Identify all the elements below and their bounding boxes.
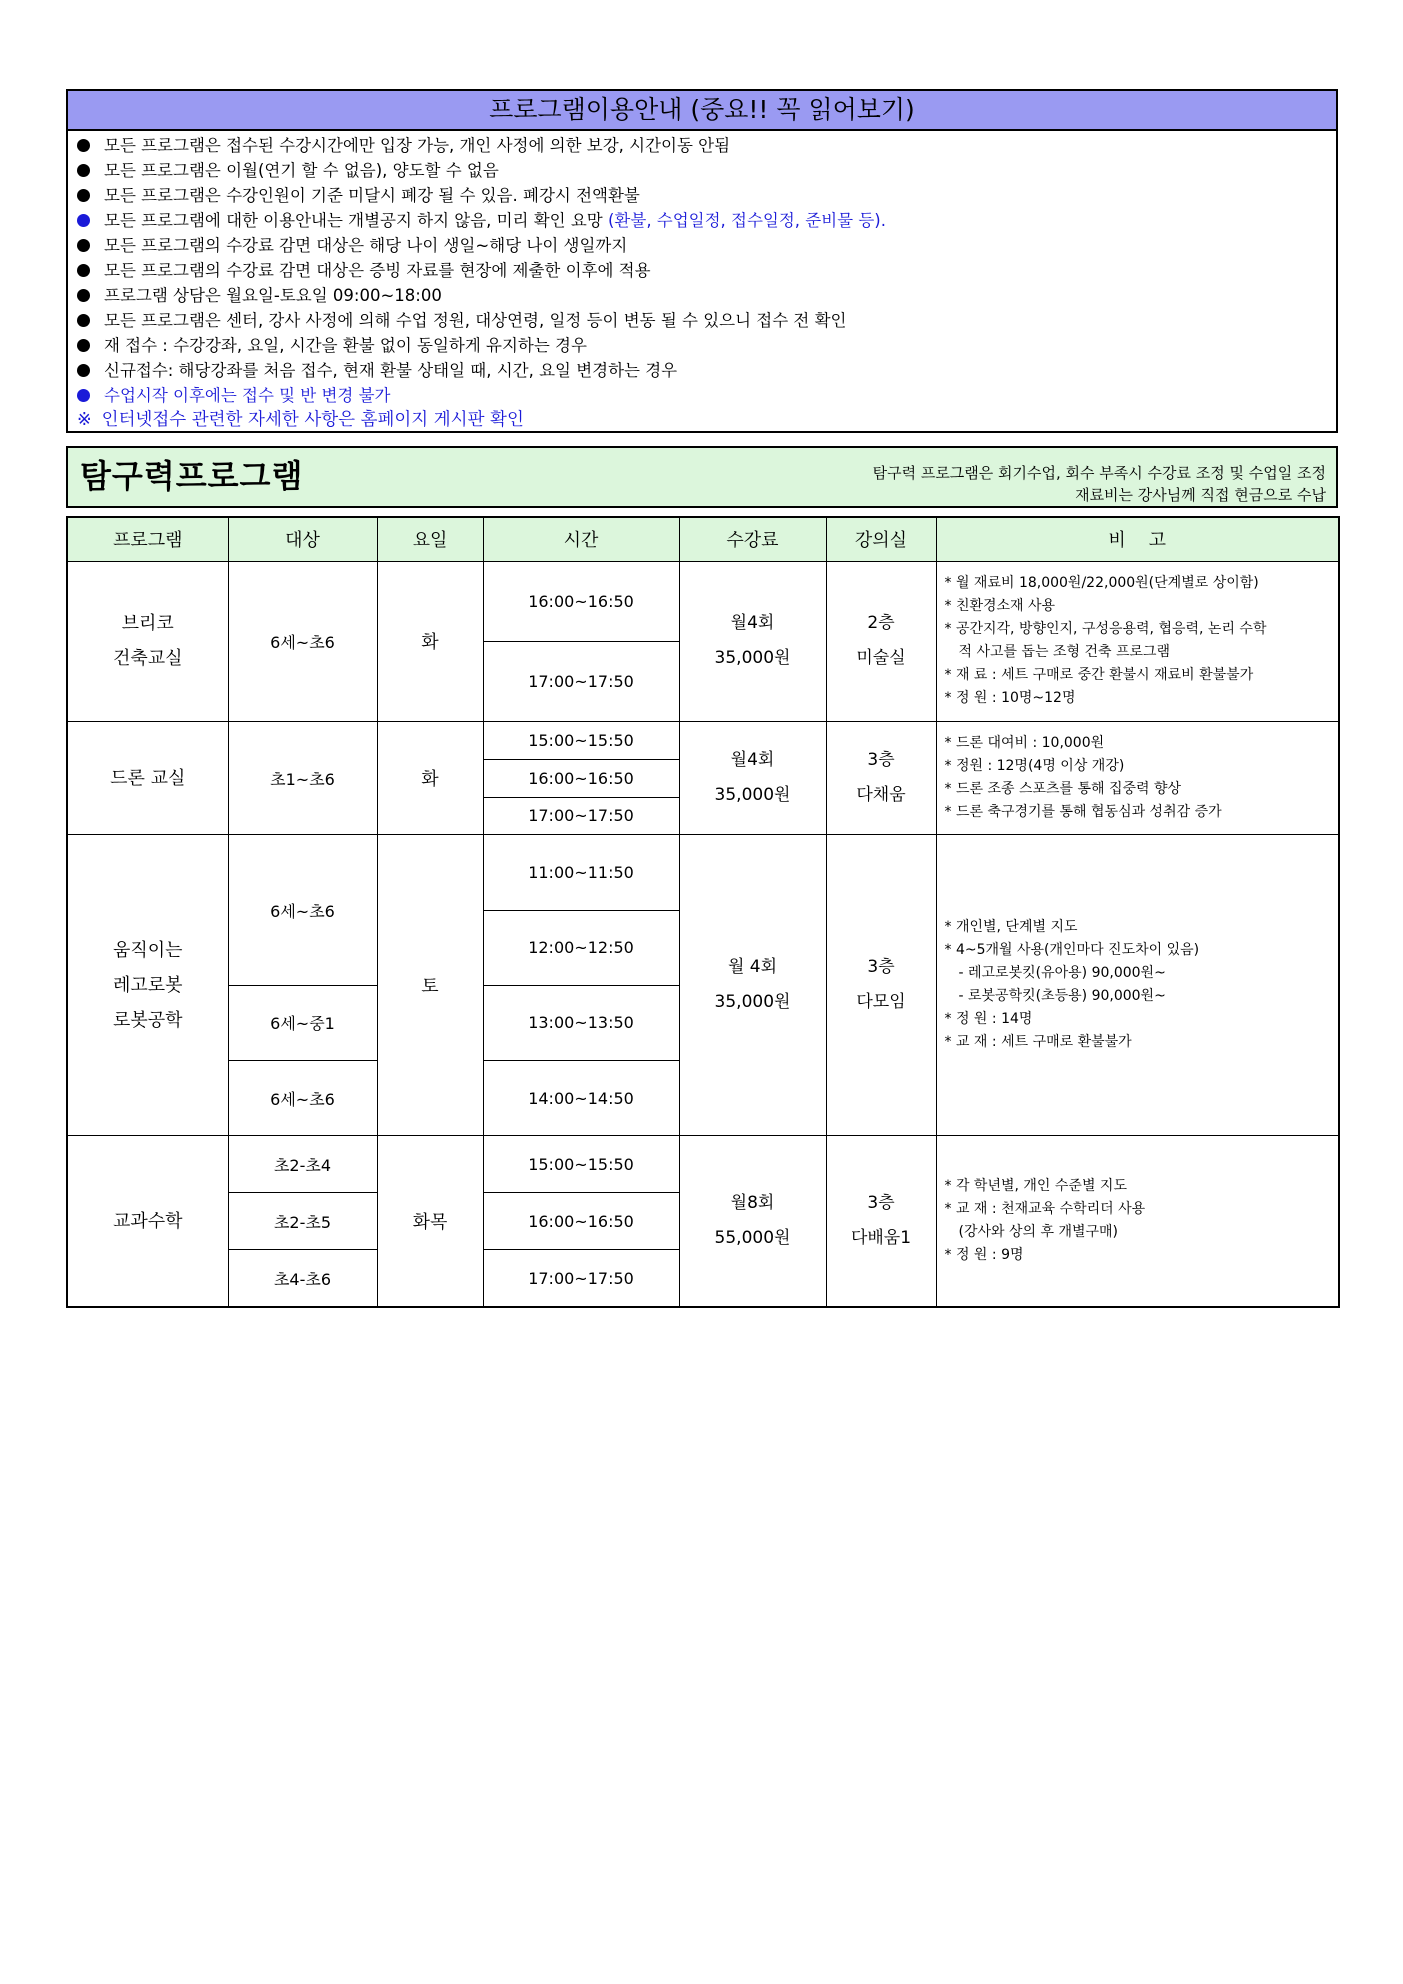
- day-cell: 화목: [377, 1136, 483, 1307]
- time-cell: 11:00~11:50: [483, 835, 679, 910]
- program-section-title: 탐구력프로그램: [80, 457, 304, 495]
- time-cell: 17:00~17:50: [483, 641, 679, 721]
- column-header: 비 고: [936, 517, 1339, 561]
- table-row: [67, 1136, 1339, 1193]
- bullet-icon: [77, 389, 90, 402]
- target-cell: 초2-초4: [228, 1136, 377, 1193]
- program-name-cell: 드론 교실: [67, 722, 228, 835]
- target-cell: 초4-초6: [228, 1250, 377, 1307]
- program-name-cell: 움직이는 레고로봇 로봇공학: [67, 835, 228, 1136]
- room-cell: 3층 다배움1: [826, 1136, 936, 1307]
- time-cell: 15:00~15:50: [483, 722, 679, 760]
- room-cell: 2층 미술실: [826, 561, 936, 722]
- notice-title: 프로그램이용안내 (중요!! 꼭 읽어보기): [68, 91, 1336, 131]
- day-cell: 화: [377, 561, 483, 722]
- time-cell: 16:00~16:50: [483, 759, 679, 797]
- program-header-note: 탐구력 프로그램은 회기수업, 회수 부족시 수강료 조정 및 수업일 조정: [872, 464, 1326, 482]
- notice-item: 모든 프로그램의 수강료 감면 대상은 증빙 자료를 현장에 제출한 이후에 적용: [68, 258, 1336, 283]
- column-header: 시간: [483, 517, 679, 561]
- bullet-icon: [77, 314, 90, 327]
- target-cell: 6세~중1: [228, 985, 377, 1060]
- target-cell: 초1~초6: [228, 722, 377, 835]
- column-header: 강의실: [826, 517, 936, 561]
- program-header-note: 재료비는 강사님께 직접 현금으로 수납: [1075, 486, 1326, 504]
- program-header: [66, 446, 1338, 508]
- notice-box: [66, 89, 1338, 433]
- remarks-cell: * 각 학년별, 개인 수준별 지도 * 교 재 : 천재교육 수학리더 사용 (강사와 상의 후 개별구매) * 정 원 : 9명: [936, 1136, 1339, 1307]
- fee-cell: 월4회 35,000원: [679, 722, 826, 835]
- notice-list: [68, 131, 1336, 433]
- time-cell: 17:00~17:50: [483, 1250, 679, 1307]
- time-cell: 16:00~16:50: [483, 1193, 679, 1250]
- column-header: 프로그램: [67, 517, 228, 561]
- table-row: [67, 561, 1339, 641]
- notice-item: 프로그램 상담은 월요일-토요일 09:00~18:00: [68, 283, 1336, 308]
- day-cell: 토: [377, 835, 483, 1136]
- notice-item: 모든 프로그램은 이월(연기 할 수 없음), 양도할 수 없음: [68, 158, 1336, 183]
- time-cell: 17:00~17:50: [483, 797, 679, 835]
- remarks-cell: * 개인별, 단계별 지도 * 4~5개월 사용(개인마다 진도차이 있음) - 레고로봇킷(유아용) 90,000원~ - 로봇공학킷(초등용) 90,000원~ * 정 원 : 14명 * 교 재 : 세트 구매로 환불불가: [936, 835, 1339, 1136]
- column-header: 대상: [228, 517, 377, 561]
- bullet-icon: [77, 264, 90, 277]
- notice-item: 재 접수 : 수강강좌, 요일, 시간을 환불 없이 동일하게 유지하는 경우: [68, 333, 1336, 358]
- time-cell: 16:00~16:50: [483, 561, 679, 641]
- fee-cell: 월8회 55,000원: [679, 1136, 826, 1307]
- column-header: 수강료: [679, 517, 826, 561]
- time-cell: 14:00~14:50: [483, 1061, 679, 1136]
- bullet-icon: [77, 139, 90, 152]
- notice-note: ※ 인터넷접수 관련한 자세한 사항은 홈페이지 게시판 확인: [77, 410, 524, 430]
- reference-mark-icon: ※: [77, 410, 92, 430]
- remarks-cell: * 드론 대여비 : 10,000원 * 정원 : 12명(4명 이상 개강) * 드론 조종 스포츠를 통해 집중력 향상 * 드론 축구경기를 통해 협동심과 성취감 증가: [936, 722, 1339, 835]
- target-cell: 6세~초6: [228, 1061, 377, 1136]
- column-header: 요일: [377, 517, 483, 561]
- program-name-cell: 브리코 건축교실: [67, 561, 228, 722]
- room-cell: 3층 다모임: [826, 835, 936, 1136]
- schedule-table: [66, 516, 1340, 1308]
- table-row: [67, 835, 1339, 910]
- target-cell: 초2-초5: [228, 1193, 377, 1250]
- bullet-icon: [77, 364, 90, 377]
- day-cell: 화: [377, 722, 483, 835]
- bullet-icon: [77, 239, 90, 252]
- notice-item: 모든 프로그램은 접수된 수강시간에만 입장 가능, 개인 사정에 의한 보강, 시간이동 안됨: [68, 133, 1336, 158]
- bullet-icon: [77, 189, 90, 202]
- time-cell: 13:00~13:50: [483, 985, 679, 1060]
- notice-item: 신규접수: 해당강좌를 처음 접수, 현재 환불 상태일 때, 시간, 요일 변경하는 경우: [68, 358, 1336, 383]
- bullet-icon: [77, 214, 90, 227]
- room-cell: 3층 다채움: [826, 722, 936, 835]
- target-cell: 6세~초6: [228, 561, 377, 722]
- table-row: [67, 722, 1339, 760]
- program-name-cell: 교과수학: [67, 1136, 228, 1307]
- notice-item: 모든 프로그램은 수강인원이 기준 미달시 폐강 될 수 있음. 폐강시 전액환불: [68, 183, 1336, 208]
- bullet-icon: [77, 289, 90, 302]
- notice-item: 수업시작 이후에는 접수 및 반 변경 불가: [68, 383, 1336, 408]
- notice-item: 모든 프로그램의 수강료 감면 대상은 해당 나이 생일~해당 나이 생일까지: [68, 233, 1336, 258]
- time-cell: 15:00~15:50: [483, 1136, 679, 1193]
- table-header-row: [67, 517, 1339, 561]
- fee-cell: 월 4회 35,000원: [679, 835, 826, 1136]
- fee-cell: 월4회 35,000원: [679, 561, 826, 722]
- time-cell: 12:00~12:50: [483, 910, 679, 985]
- bullet-icon: [77, 164, 90, 177]
- bullet-icon: [77, 339, 90, 352]
- remarks-cell: * 월 재료비 18,000원/22,000원(단계별로 상이함) * 친환경소재 사용 * 공간지각, 방향인지, 구성응용력, 협응력, 논리 수학 적 사고를 돕는 조형 건축 프로그램 * 재 료 : 세트 구매로 중간 환불시 재료비 환불불가 * 정 원 : 10명~12명: [936, 561, 1339, 722]
- target-cell: 6세~초6: [228, 835, 377, 986]
- notice-item: 모든 프로그램에 대한 이용안내는 개별공지 하지 않음, 미리 확인 요망 (환불, 수업일정, 접수일정, 준비물 등).: [68, 208, 1336, 233]
- notice-item: 모든 프로그램은 센터, 강사 사정에 의해 수업 정원, 대상연령, 일정 등이 변동 될 수 있으니 접수 전 확인: [68, 308, 1336, 333]
